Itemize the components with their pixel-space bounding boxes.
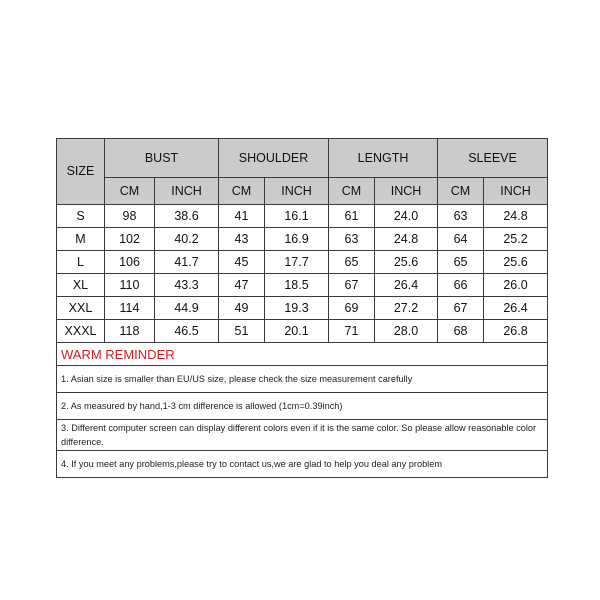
unit-header: INCH: [375, 178, 438, 205]
unit-header: INCH: [265, 178, 329, 205]
size-row: [57, 274, 548, 297]
size-row: [57, 251, 548, 274]
group-header-sleeve: SLEEVE: [438, 139, 548, 178]
measurement-cell: 98: [105, 205, 155, 228]
group-header-shoulder: SHOULDER: [219, 139, 329, 178]
size-header: SIZE: [57, 139, 105, 205]
group-header-bust: BUST: [105, 139, 219, 178]
measurement-cell: 16.9: [265, 228, 329, 251]
measurement-cell: 19.3: [265, 297, 329, 320]
measurement-cell: 20.1: [265, 320, 329, 343]
size-label: S: [57, 205, 105, 228]
measurement-cell: 43.3: [155, 274, 219, 297]
measurement-cell: 24.8: [484, 205, 548, 228]
measurement-cell: 65: [438, 251, 484, 274]
reminder-note-row: [57, 451, 548, 478]
measurement-cell: 26.8: [484, 320, 548, 343]
size-row: [57, 205, 548, 228]
measurement-cell: 71: [329, 320, 375, 343]
measurement-cell: 26.4: [484, 297, 548, 320]
size-label: L: [57, 251, 105, 274]
measurement-cell: 41: [219, 205, 265, 228]
measurement-cell: 68: [438, 320, 484, 343]
reminder-note: 4. If you meet any problems,please try to contact us,we are glad to help you deal any problem: [57, 451, 548, 478]
measurement-cell: 69: [329, 297, 375, 320]
header-group-row: [57, 139, 548, 178]
unit-header: CM: [438, 178, 484, 205]
measurement-cell: 49: [219, 297, 265, 320]
measurement-cell: 16.1: [265, 205, 329, 228]
unit-header: INCH: [484, 178, 548, 205]
measurement-cell: 38.6: [155, 205, 219, 228]
reminder-note: 3. Different computer screen can display different colors even if it is the same color. So please allow reasonable color difference.: [57, 420, 548, 451]
measurement-cell: 118: [105, 320, 155, 343]
size-row: [57, 228, 548, 251]
measurement-cell: 63: [438, 205, 484, 228]
measurement-cell: 24.8: [375, 228, 438, 251]
size-label: M: [57, 228, 105, 251]
group-header-length: LENGTH: [329, 139, 438, 178]
reminder-title-row: [57, 343, 548, 366]
size-row: [57, 297, 548, 320]
size-chart-table: [56, 138, 548, 478]
reminder-title: WARM REMINDER: [57, 343, 548, 366]
measurement-cell: 41.7: [155, 251, 219, 274]
measurement-cell: 27.2: [375, 297, 438, 320]
size-row: [57, 320, 548, 343]
unit-header: CM: [219, 178, 265, 205]
header-unit-row: [57, 178, 548, 205]
reminder-note-row: [57, 420, 548, 451]
measurement-cell: 102: [105, 228, 155, 251]
size-label: XL: [57, 274, 105, 297]
unit-header: CM: [329, 178, 375, 205]
reminder-note-row: [57, 366, 548, 393]
measurement-cell: 18.5: [265, 274, 329, 297]
measurement-cell: 24.0: [375, 205, 438, 228]
size-label: XXL: [57, 297, 105, 320]
reminder-note-row: [57, 393, 548, 420]
measurement-cell: 63: [329, 228, 375, 251]
measurement-cell: 67: [329, 274, 375, 297]
measurement-cell: 106: [105, 251, 155, 274]
measurement-cell: 66: [438, 274, 484, 297]
measurement-cell: 64: [438, 228, 484, 251]
measurement-cell: 25.6: [484, 251, 548, 274]
measurement-cell: 43: [219, 228, 265, 251]
size-label: XXXL: [57, 320, 105, 343]
unit-header: CM: [105, 178, 155, 205]
measurement-cell: 28.0: [375, 320, 438, 343]
measurement-cell: 44.9: [155, 297, 219, 320]
measurement-cell: 25.6: [375, 251, 438, 274]
measurement-cell: 17.7: [265, 251, 329, 274]
measurement-cell: 46.5: [155, 320, 219, 343]
measurement-cell: 65: [329, 251, 375, 274]
measurement-cell: 61: [329, 205, 375, 228]
unit-header: INCH: [155, 178, 219, 205]
measurement-cell: 110: [105, 274, 155, 297]
measurement-cell: 26.0: [484, 274, 548, 297]
measurement-cell: 47: [219, 274, 265, 297]
measurement-cell: 25.2: [484, 228, 548, 251]
reminder-note: 1. Asian size is smaller than EU/US size, please check the size measurement carefully: [57, 366, 548, 393]
measurement-cell: 40.2: [155, 228, 219, 251]
reminder-note: 2. As measured by hand,1-3 cm difference is allowed (1cm=0.39inch): [57, 393, 548, 420]
measurement-cell: 45: [219, 251, 265, 274]
measurement-cell: 114: [105, 297, 155, 320]
measurement-cell: 67: [438, 297, 484, 320]
measurement-cell: 51: [219, 320, 265, 343]
size-rows: [57, 205, 548, 343]
measurement-cell: 26.4: [375, 274, 438, 297]
